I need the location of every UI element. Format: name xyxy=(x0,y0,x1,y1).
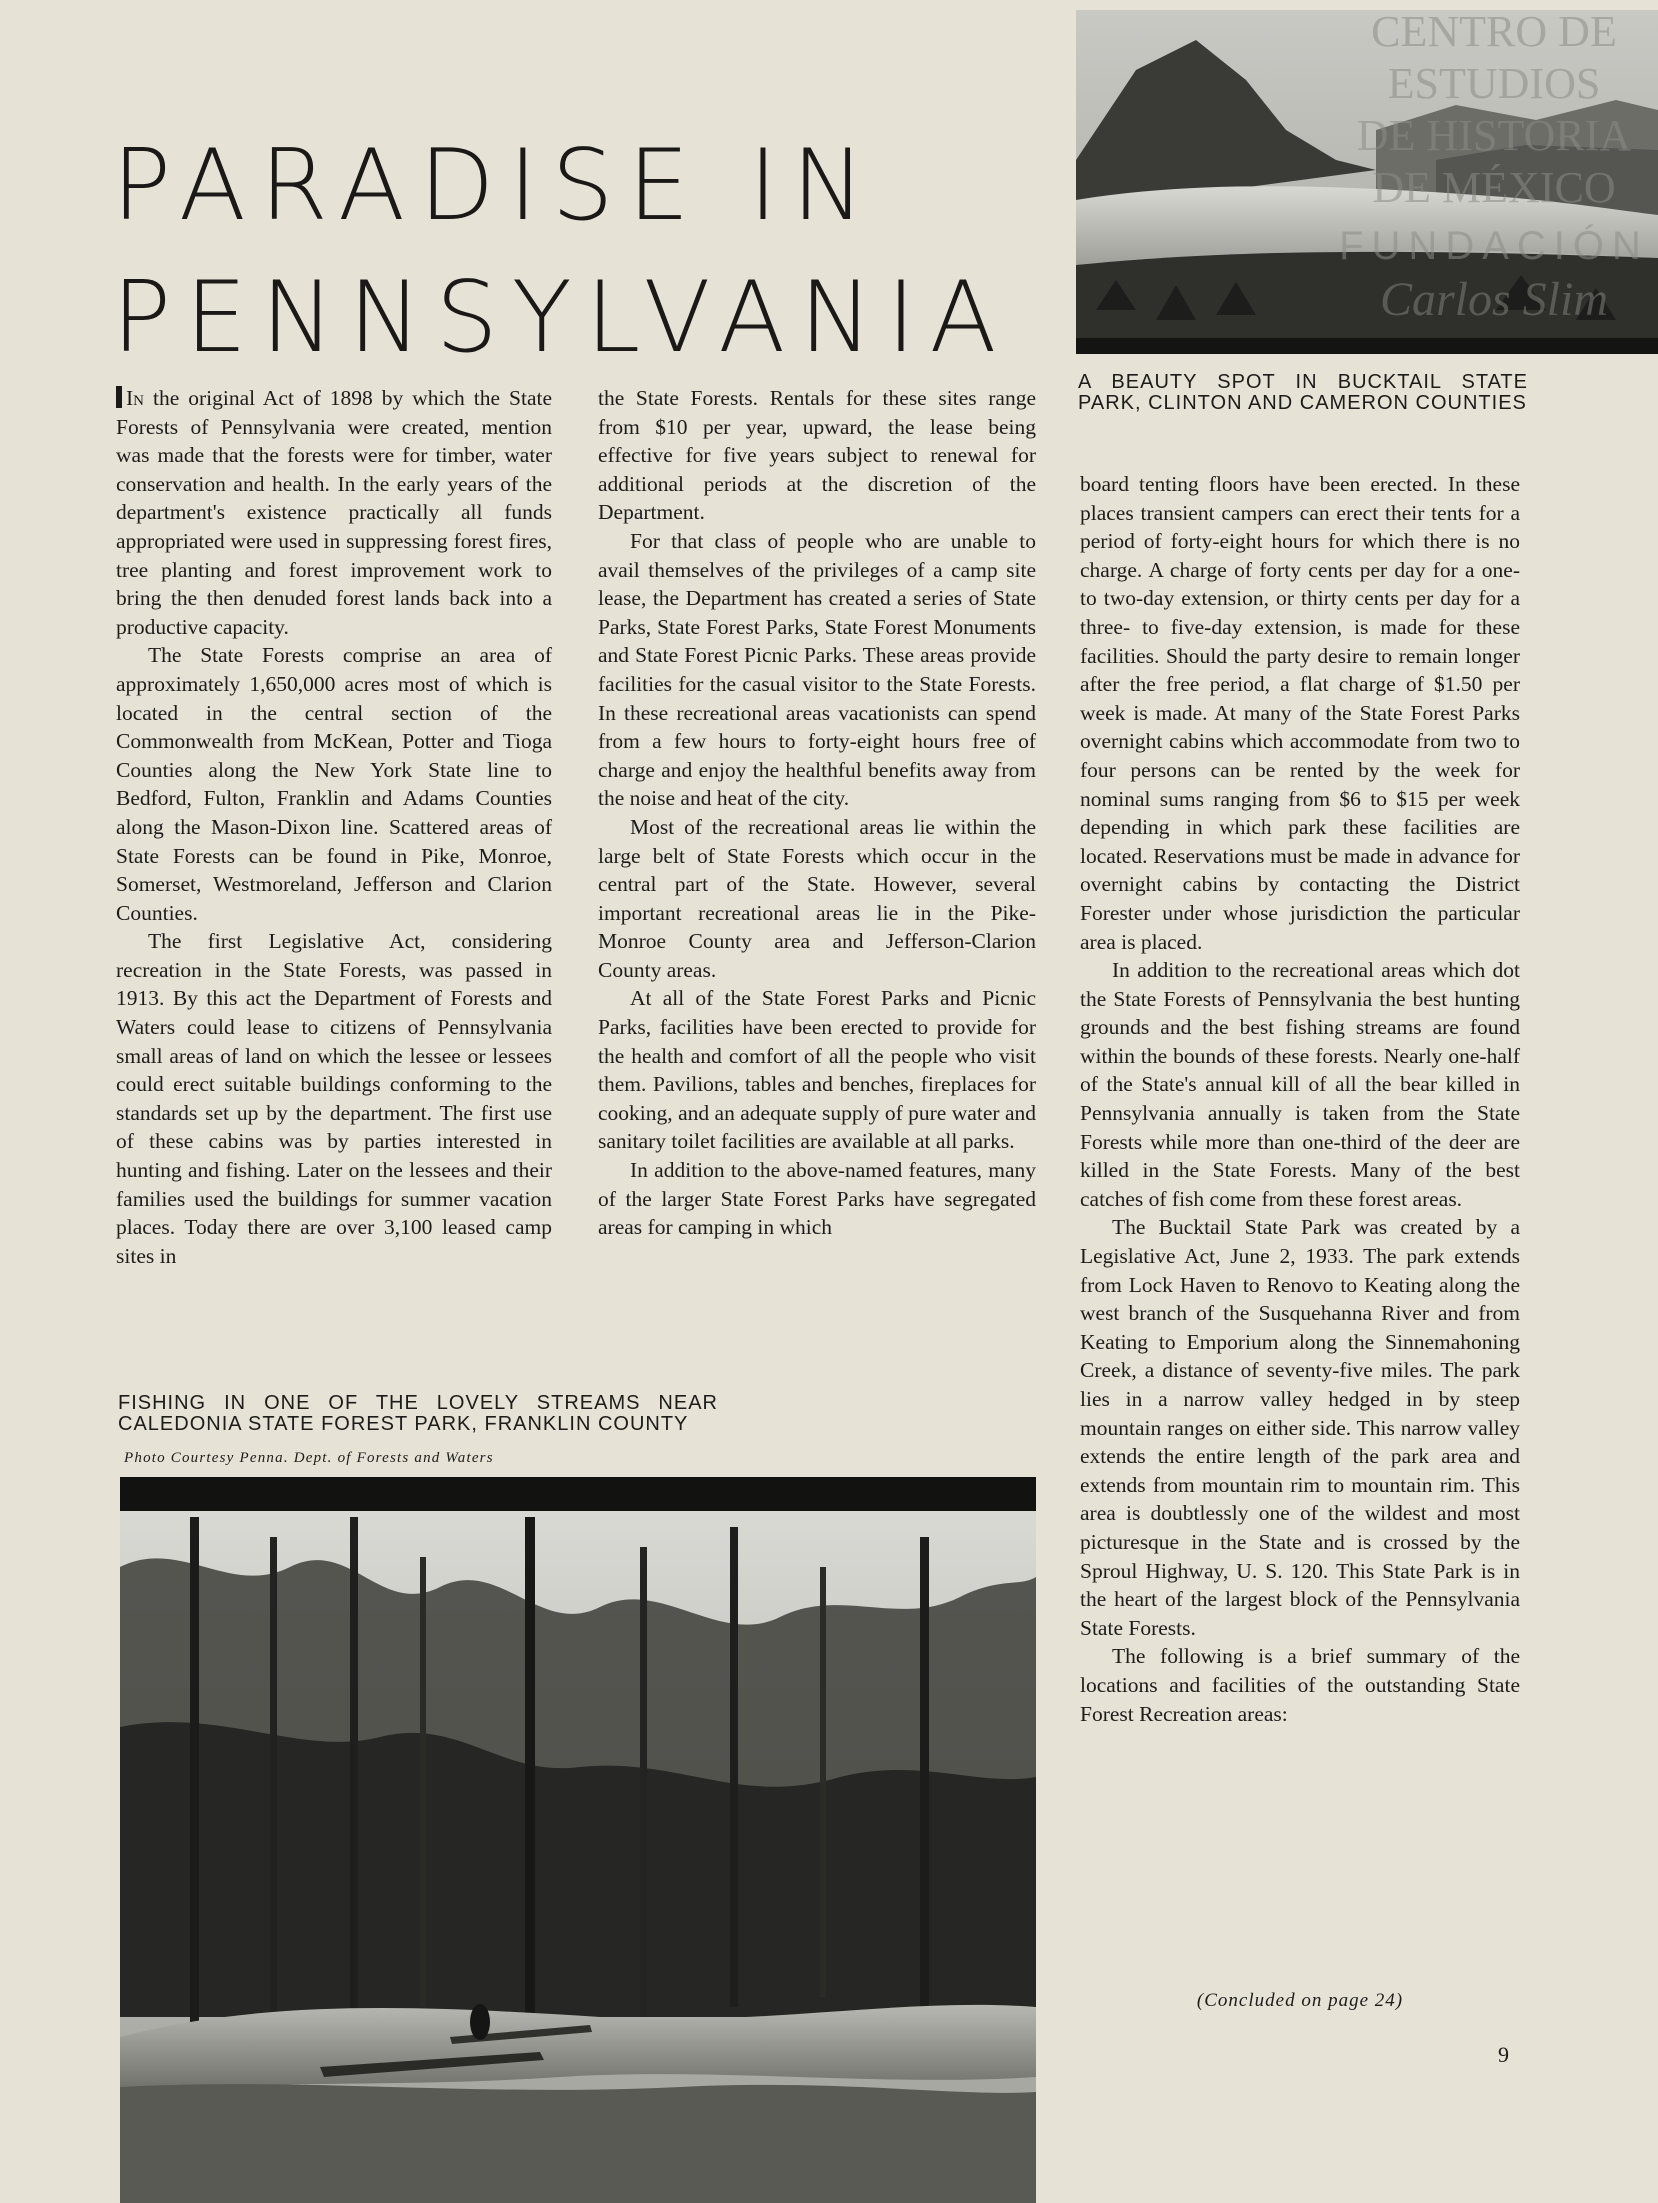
watermark-line: ESTUDIOS xyxy=(1387,59,1601,108)
text-column-1 xyxy=(116,384,552,1270)
bucktail-park-photo xyxy=(1076,10,1658,354)
watermark-line: FUNDACIÓN xyxy=(1339,224,1649,268)
paragraph: At all of the State Forest Parks and Picnic Parks, facilities have been erected to provide for the health and comfort of all the people who visit them. Pavilions, tables and benches, fireplaces for cooking, and an adequate supply of pure water and sanitary toilet facilities are available at all parks. xyxy=(598,986,1036,1154)
photo-credit: Photo Courtesy Penna. Dept. of Forests and Waters xyxy=(124,1450,494,1466)
paragraph: Most of the recreational areas lie within the large belt of State Forests which occur in the central part of the State. However, several important recreational areas lie in the Pike-Monroe County area and Jefferson-Clarion County areas. xyxy=(598,814,1036,982)
paragraph: In addition to the above-named features, many of the larger State Forest Parks have segregated areas for camping in which xyxy=(598,1158,1036,1240)
watermark-line: DE HISTORIA xyxy=(1356,111,1632,160)
continued-note: (Concluded on page 24) xyxy=(1196,1990,1404,2011)
paragraph xyxy=(116,384,552,641)
river-valley-image xyxy=(1076,10,1658,354)
page-number: 9 xyxy=(1498,2042,1509,2067)
paragraph: The following is a brief summary of the locations and facilities of the outstanding State Forest Recreation areas: xyxy=(1080,1644,1520,1726)
watermark-line: DE MÉXICO xyxy=(1372,163,1616,212)
caption-bucktail: A BEAUTY SPOT IN BUCKTAIL STATE PARK, CLINTON AND CAMERON COUNTIES xyxy=(1078,371,1528,414)
paragraph: For that class of people who are unable to avail themselves of the privileges of a camp site lease, the Department has created a series of State Parks, State Forest Parks, State Forest Monuments and State Forest Picnic Parks. These areas provide facilities for the casual visitor to the State Forests. In these recreational areas vacationists can spend from a few hours to forty-eight hours free of charge and enjoy the healthful benefits away from the noise and heat of the city. xyxy=(598,528,1036,811)
forest-stream-image xyxy=(120,1477,1036,2203)
caledonia-forest-photo xyxy=(120,1477,1036,2203)
article-title xyxy=(112,120,1012,384)
dropcap-bar xyxy=(116,386,122,408)
paragraph: board tenting floors have been erected. In these places transient campers can erect their tents for a period of forty-eight hours for which there is no charge. A charge of forty cents per day for a one- to two-day extension, or thirty cents per day for a three- to five-day extension, is made for these facilities. Should the party desire to remain longer after the free period, a flat charge of $1.50 per week is made. At many of the State Forest Parks overnight cabins which accommodate from two to four persons can be rented by the week for nominal sums ranging from $6 to $15 per week depending in which park these facilities are located. Reservations must be made in advance for overnight cabins by contacting the District Forester under whose jurisdiction the particular area is placed. xyxy=(1080,472,1520,954)
paragraph: The State Forests comprise an area of approximately 1,650,000 acres most of which is located in the central section of the Commonwealth from McKean, Potter and Tioga Counties along the New York State line to Bedford, Fulton, Franklin and Adams Counties along the Mason-Dixon line. Scattered areas of State Forests can be found in Pike, Monroe, Somerset, Westmoreland, Jefferson and Clarion Counties. xyxy=(116,643,552,925)
watermark-signature: Carlos Slim xyxy=(1379,273,1609,326)
paragraph-text: the original Act of 1898 by which the State Forests of Pennsylvania were created, mention was made that the forests were for timber, water conservation and health. In the early years of the department's existence practically all funds appropriated were used in suppressing forest fires, tree planting and forest improvement work to bring the then denuded forest lands back into a productive capacity. xyxy=(116,386,552,639)
paragraph: The first Legislative Act, considering recreation in the State Forests, was passed in 1913. By this act the Department of Forests and Waters could lease to citizens of Pennsylvania small areas of land on which the lessee or lessees could erect suitable buildings conforming to the standards set up by the department. The first use of these cabins was by parties interested in hunting and fishing. Later on the lessees and their families used the buildings for summer vacation places. Today there are over 3,100 leased camp sites in xyxy=(116,929,552,1268)
paragraph: In addition to the recreational areas which dot the State Forests of Pennsylvania the best hunting grounds and the best fishing streams are found within the bounds of these forests. Nearly one-half of the State's annual kill of all the bear killed in Pennsylvania annually is taken from the State Forests while more than one-third of the deer are killed in the State Forests. Many of the best catches of fish come from these forest areas. xyxy=(1080,958,1520,1211)
paragraph: The Bucktail State Park was created by a Legislative Act, June 2, 1933. The park extends from Lock Haven to Renovo to Keating along the west branch of the Susquehanna River and from Keating to Emporium along the Sinnemahoning Creek, a distance of seventy-five miles. The park lies in a narrow valley hedged in by steep mountain ranges on either side. This narrow valley extends the entire length of the park area and extends from mountain rim to mountain rim. This area is doubtlessly one of the wildest and most picturesque in the State and is crossed by the Sproul Highway, U. S. 120. This State Park is in the heart of the largest block of the Pennsylvania State Forests. xyxy=(1080,1215,1520,1640)
dropcap-word: In xyxy=(126,386,144,410)
photo-top-band xyxy=(120,1477,1036,1511)
text-column-2 xyxy=(598,384,1036,1242)
watermark-line: CENTRO DE xyxy=(1371,7,1617,56)
text-column-3 xyxy=(1080,470,1520,1728)
caption-caledonia: FISHING IN ONE OF THE LOVELY STREAMS NEAR CALEDONIA STATE FOREST PARK, FRANKLIN COUNTY xyxy=(118,1392,718,1435)
title-line-2: PENNSYLVANIA xyxy=(112,261,1011,375)
title-line-1: PARADISE IN xyxy=(112,129,879,243)
paragraph: the State Forests. Rentals for these sites range from $10 per year, upward, the lease being effective for five years subject to renewal for additional periods at the discretion of the Department. xyxy=(598,386,1036,525)
